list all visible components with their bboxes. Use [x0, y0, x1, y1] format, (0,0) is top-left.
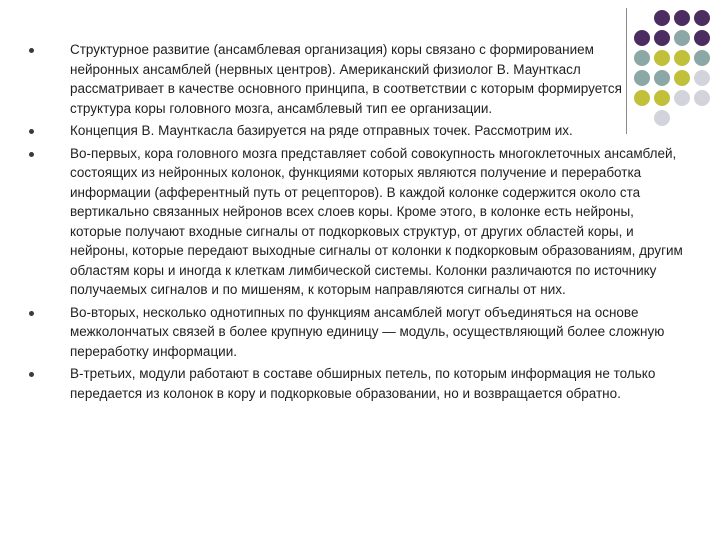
- decorative-dot: [694, 50, 710, 66]
- bullet-text: Концепция В. Маунткасла базируется на ряде отправных точек. Рассмотрим их.: [70, 123, 573, 138]
- decorative-dot: [694, 30, 710, 46]
- bullet-dot-icon: [29, 48, 34, 53]
- bullet-dot-icon: [29, 152, 34, 157]
- decorative-dot: [674, 10, 690, 26]
- bullet-item: [28, 121, 684, 141]
- decorative-dot: [694, 70, 710, 86]
- bullet-item: [28, 303, 684, 362]
- bullet-item: [28, 144, 684, 300]
- bullet-item: [28, 40, 684, 118]
- bullet-list: [28, 40, 684, 403]
- decorative-dot: [694, 90, 710, 106]
- bullet-text: Структурное развитие (ансамблевая организация) коры связано с формированием нейронных ансамблей (нервных центров). Американский физиолог В. Маунткасл рассматривает в качестве основного принципа, в соответствии с которым формируется структура коры головного мозга, ансамблевый тип ее организации.: [70, 42, 622, 116]
- decorative-dot: [654, 10, 670, 26]
- bullet-dot-icon: [29, 372, 34, 377]
- bullet-dot-icon: [29, 311, 34, 316]
- decorative-dot: [694, 10, 710, 26]
- bullet-text: В-третьих, модули работают в составе обширных петель, по которым информация не только передается из колонок в кору и подкорковые образовании, но и возвращается обратно.: [70, 366, 656, 401]
- bullet-item: [28, 364, 684, 403]
- bullet-dot-icon: [29, 129, 34, 134]
- bullet-text: Во-первых, кора головного мозга представляет собой совокупность многоклеточных ансамблей, состоящих из нейронных колонок, функциями которых являются получение и переработка информации (афферентный путь от рецепторов). В каждой колонке содержится около ста вертикально связанных нейронов всех слоев коры. Кроме этого, в колонке есть нейроны, которые получают входные сигналы от подкорковых структур, от других областей коры, и нейроны, которые передают выходные сигналы от колонки к подкорковым образованиям, другим областям коры и иногда к клеткам лимбической системы. Колонки различаются по источнику получаемых сигналов и по мишеням, к которым направляются сигналы от них.: [70, 145, 683, 297]
- bullet-text: Во-вторых, несколько однотипных по функциям ансамблей могут объединяться на основе межколончатых связей в более крупную единицу — модуль, осуществляющий более сложную переработку информации.: [70, 304, 665, 359]
